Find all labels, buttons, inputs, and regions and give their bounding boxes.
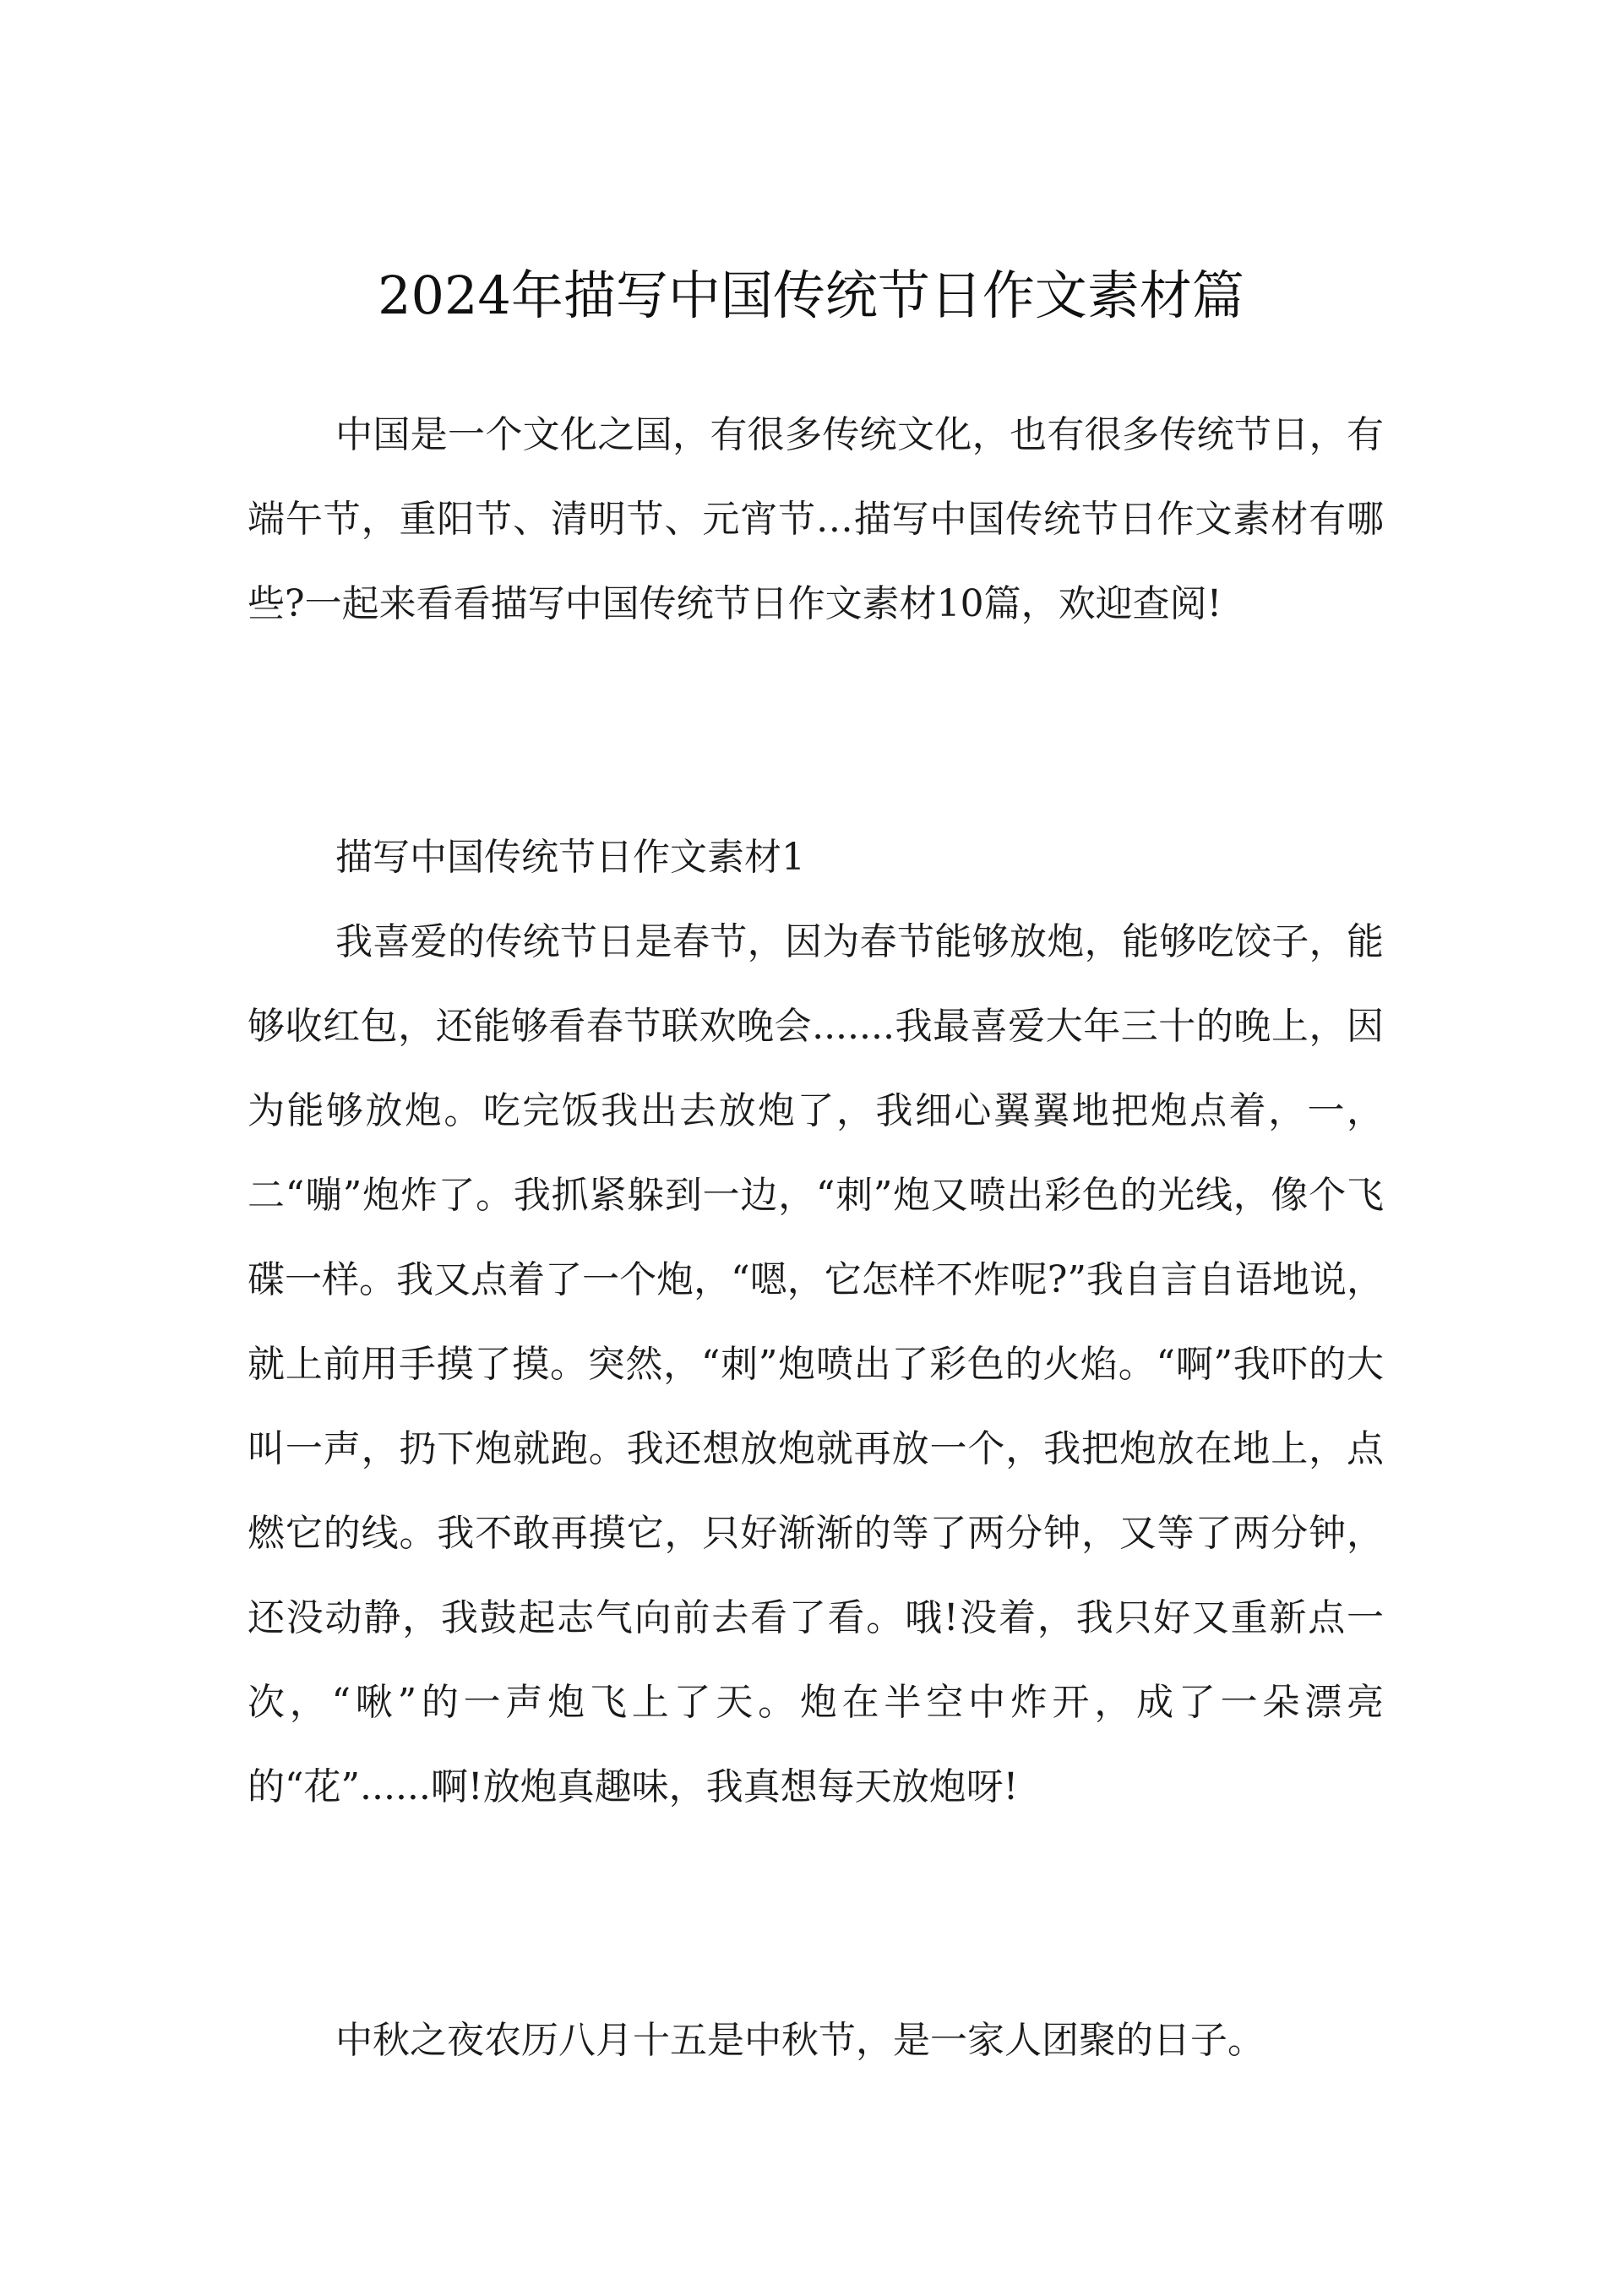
- section-heading: 描写中国传统节日作文素材1: [335, 836, 805, 879]
- body-paragraph-1: 我喜爱的传统节日是春节，因为春节能够放炮，能够吃饺子，能够收红包，还能够看春节联欢晚会.......我最喜爱大年三十的晚上，因为能够放炮。吃完饭我出去放炮了，我细心翼翼地把炮点着，一，二“嘣”炮炸了。我抓紧躲到一边，“刺”炮又喷出彩色的光线，像个飞碟一样。我又点着了一个炮，“嗯，它怎样不炸呢?”我自言自语地说，就上前用手摸了摸。突然，“刺”炮喷出了彩色的火焰。“啊”我吓的大叫一声，扔下炮就跑。我还想放炮就再放一个，我把炮放在地上，点燃它的线。我不敢再摸它，只好渐渐的等了两分钟，又等了两分钟，还没动静，我鼓起志气向前去看了看。哦!没着，我只好又重新点一次，“啾”的一声炮飞上了天。炮在半空中炸开，成了一朵漂亮的“花”......啊!放炮真趣味，我真想每天放炮呀!: [248, 920, 1384, 1808]
- document-title: 2024年描写中国传统节日作文素材篇: [378, 265, 1244, 326]
- intro-paragraph: 中国是一个文化之国，有很多传统文化，也有很多传统节日，有端午节，重阳节、清明节、元宵节…描写中国传统节日作文素材有哪些?一起来看看描写中国传统节日作文素材10篇，欢迎查阅!: [248, 413, 1384, 625]
- body-paragraph-2: 中秋之夜农历八月十五是中秋节，是一家人团聚的日子。: [335, 2019, 1265, 2062]
